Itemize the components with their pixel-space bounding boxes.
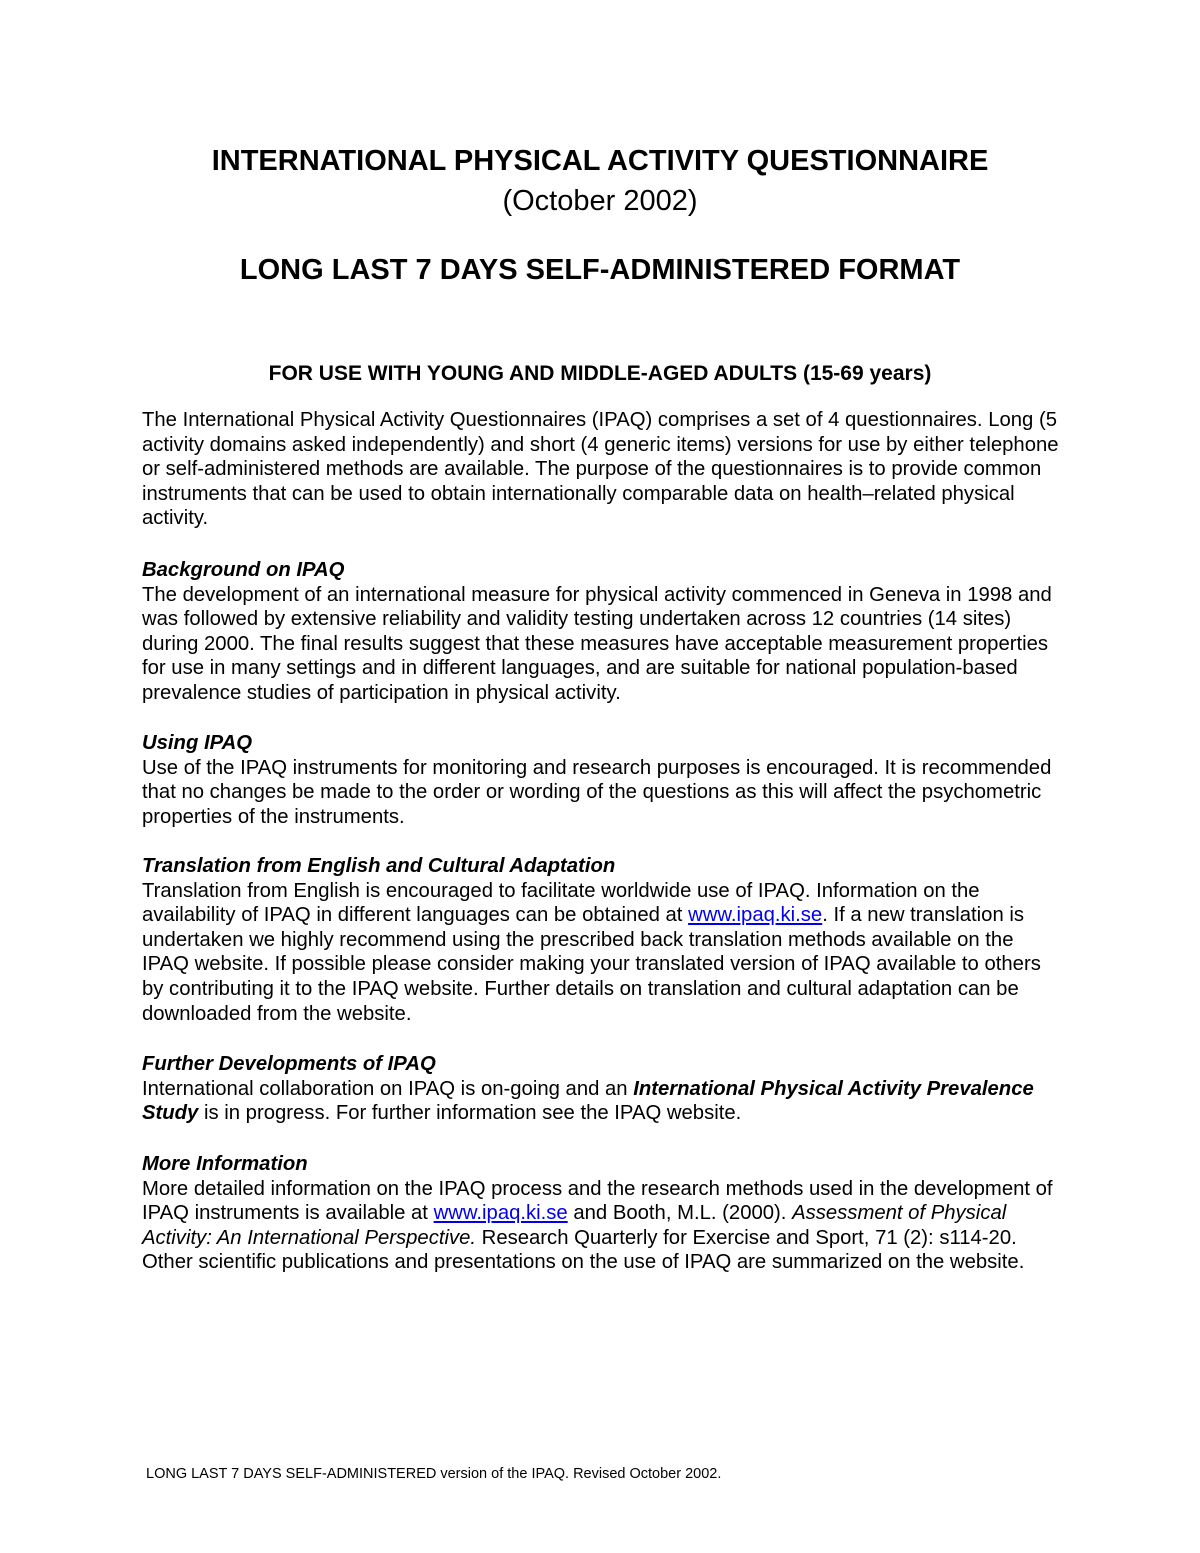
ipaq-website-link[interactable]: www.ipaq.ki.se [688, 904, 823, 927]
section-heading-more: More Information [142, 1153, 308, 1175]
section-text-further-2: is in progress. For further information see the IPAQ website. [198, 1102, 742, 1125]
intro-paragraph: The International Physical Activity Questionnaires (IPAQ) comprises a set of 4 questionnaires. Long (5 activity domains asked independently) and short (4 generic items) versions for use by either telephone or self-administered methods are available. The purpose of the questionnaires is to provide common instruments that can be used to obtain internationally comparable data on health–related physical activity. [142, 409, 1059, 530]
page-footer: LONG LAST 7 DAYS SELF-ADMINISTERED version of the IPAQ. Revised October 2002. [146, 1466, 722, 1482]
audience-heading: FOR USE WITH YOUNG AND MIDDLE-AGED ADULTS (15-69 years) [268, 362, 932, 385]
section-text-translation-2: . If a new translation is undertaken we highly recommend using the prescribed back translation methods available on the IPAQ website. If possible please consider making your translated version of IPAQ available to others by contributing it to the IPAQ website. Further details on translation and cultural adaptation can be downloaded from the website. [142, 904, 1041, 1025]
section-further-developments [142, 1052, 1062, 1126]
section-text-more-3: Research Quarterly for Exercise and Sport, 71 (2): s114-20. Other scientific publications and presentations on the use of IPAQ are summarized on the website. [142, 1226, 1025, 1274]
study-name: International Physical Activity Prevalence Study [142, 1077, 1034, 1125]
section-background [142, 558, 1062, 706]
document-format: LONG LAST 7 DAYS SELF-ADMINISTERED FORMAT [239, 254, 961, 286]
section-translation [142, 854, 1062, 1026]
section-text-further-1: International collaboration on IPAQ is on-going and an [142, 1077, 634, 1100]
section-text-using: Use of the IPAQ instruments for monitoring and research purposes is encouraged. It is recommended that no changes be made to the order or wording of the questions as this will affect the psychometric properties of the instruments. [142, 756, 1052, 828]
document-title: INTERNATIONAL PHYSICAL ACTIVITY QUESTIONNAIRE [211, 145, 989, 177]
section-text-more-1: More detailed information on the IPAQ process and the research methods used in the development of IPAQ instruments is available at [142, 1177, 1053, 1225]
publication-title: Assessment of Physical Activity: An International Perspective. [142, 1202, 1007, 1249]
ipaq-website-link-2[interactable]: www.ipaq.ki.se [433, 1202, 568, 1225]
section-heading-using: Using IPAQ [142, 732, 253, 754]
section-more-information [142, 1152, 1062, 1275]
section-using [142, 731, 1062, 829]
section-text-more-2: and Booth, M.L. (2000). [567, 1202, 793, 1225]
section-text-background: The development of an international measure for physical activity commenced in Geneva in 1998 and was followed by extensive reliability and validity testing undertaken across 12 countries (14 sites) during 2000. The final results suggest that these measures have acceptable measurement properties for use in many settings and in different languages, and are suitable for national population-based prevalence studies of participation in physical activity. [142, 583, 1052, 704]
section-heading-further: Further Developments of IPAQ [142, 1053, 436, 1075]
document-date: (October 2002) [502, 185, 698, 217]
section-heading-translation: Translation from English and Cultural Adaptation [142, 855, 616, 877]
section-heading-background: Background on IPAQ [142, 559, 345, 581]
section-text-translation-1: Translation from English is encouraged to facilitate worldwide use of IPAQ. Information on the availability of IPAQ in different languages can be obtained at [142, 879, 980, 927]
